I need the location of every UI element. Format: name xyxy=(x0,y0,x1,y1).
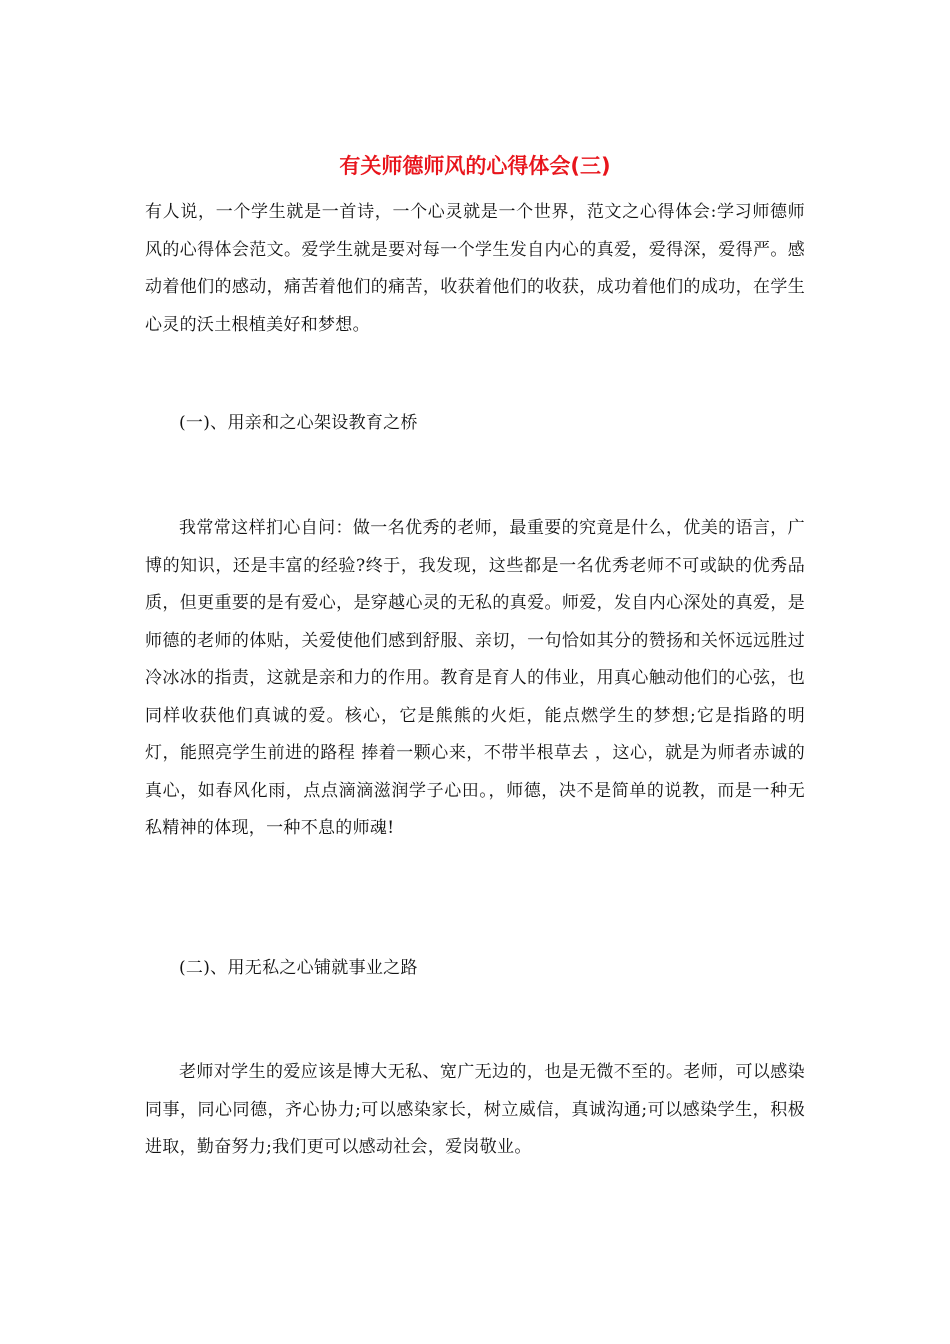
section-body-1: 我常常这样扪心自问：做一名优秀的老师，最重要的究竟是什么，优美的语言，广博的知识，还是丰富的经验?终于，我发现，这些都是一名优秀老师不可或缺的优秀品质，但更重要的是有爱心，是穿越心灵的无私的真爱。师爱，发自内心深处的真爱，是师德的老师的体贴，关爱使他们感到舒服、亲切，一句恰如其分的赞扬和关怀远远胜过冷冰冰的指责，这就是亲和力的作用。教育是育人的伟业，用真心触动他们的心弦，也同样收获他们真诚的爱。核心，它是熊熊的火炬，能点燃学生的梦想;它是指路的明灯，能照亮学生前进的路程 捧着一颗心来，不带半根草去 ，这心，就是为师者赤诚的真心，如春风化雨，点点滴滴滋润学子心田。，师德，决不是简单的说教，而是一种无私精神的体现，一种不息的师魂! xyxy=(145,518,805,838)
section-heading-1: (一)、用亲和之心架设教育之桥 xyxy=(179,413,418,433)
intro-paragraph: 有人说，一个学生就是一首诗，一个心灵就是一个世界，范文之心得体会:学习师德师风的心得体会范文。爱学生就是要对每一个学生发自内心的真爱，爱得深，爱得严。感动着他们的感动，痛苦着他们的痛苦，收获着他们的收获，成功着他们的成功，在学生心灵的沃土根植美好和梦想。 xyxy=(145,202,805,335)
document-title: 有关师德师风的心得体会(三) xyxy=(339,154,611,178)
section-body-2: 老师对学生的爱应该是博大无私、宽广无边的，也是无微不至的。老师，可以感染同事，同心同德，齐心协力;可以感染家长，树立威信，真诚沟通;可以感染学生，积极进取，勤奋努力;我们更可以感动社会，爱岗敬业。 xyxy=(145,1062,805,1157)
section-heading-2: (二)、用无私之心铺就事业之路 xyxy=(179,958,418,978)
